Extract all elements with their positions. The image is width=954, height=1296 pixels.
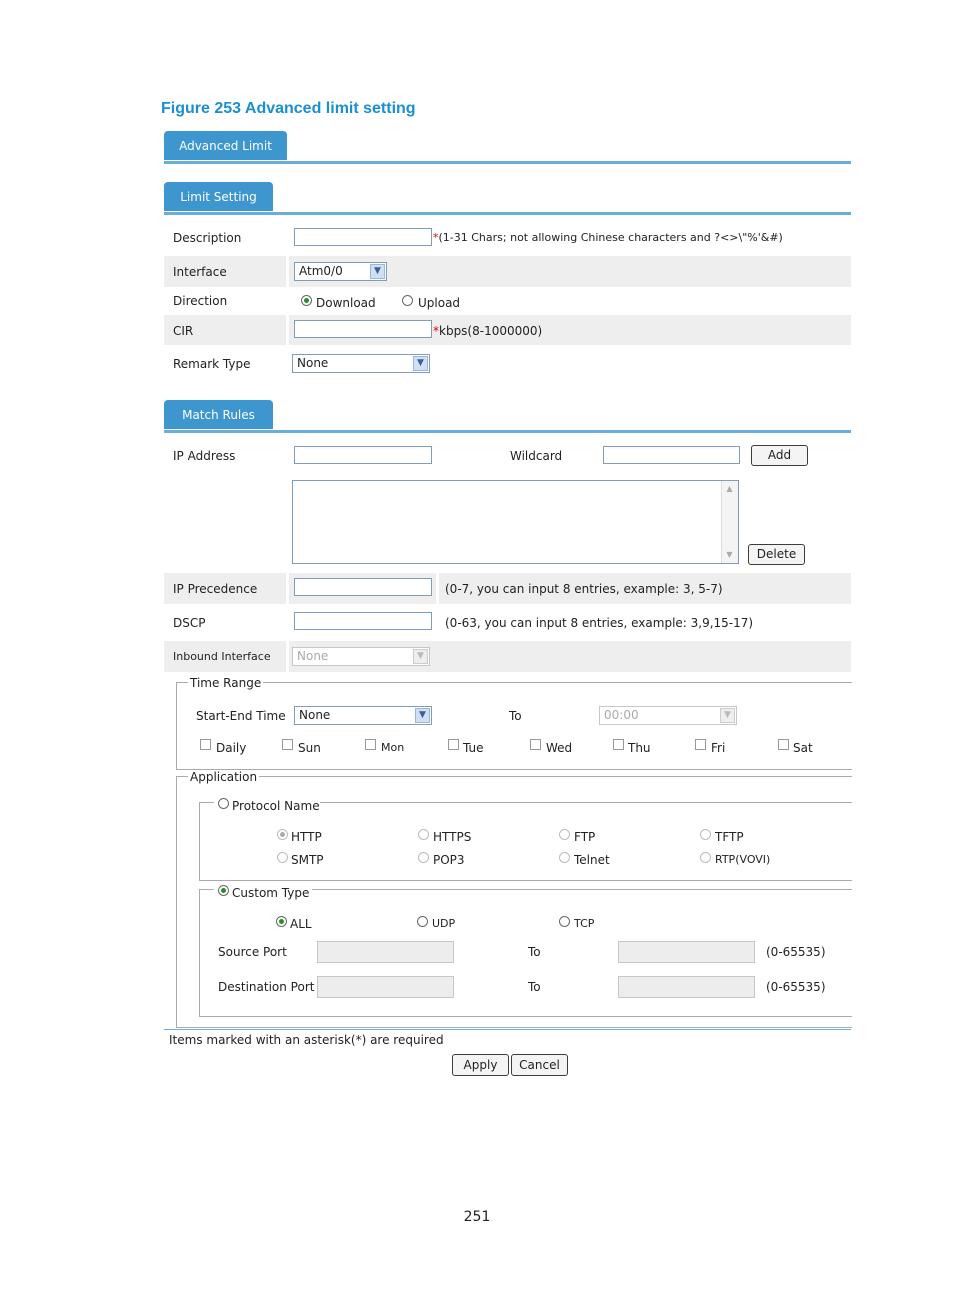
source-port-to-label: To <box>528 945 541 959</box>
match-rules-list[interactable] <box>292 480 739 564</box>
direction-download-label: Download <box>316 296 376 310</box>
telnet-radio[interactable] <box>559 852 570 863</box>
direction-download-radio[interactable] <box>301 295 312 306</box>
udp-label: UDP <box>432 917 456 930</box>
required-asterisk: * <box>433 231 439 244</box>
https-radio[interactable] <box>418 829 429 840</box>
wildcard-label: Wildcard <box>510 449 563 463</box>
advanced-limit-tabbar <box>164 131 851 164</box>
sat-checkbox[interactable] <box>778 739 789 750</box>
cir-input[interactable] <box>294 320 432 338</box>
cir-label: CIR <box>173 324 194 338</box>
start-time-select-value: None <box>299 708 331 722</box>
cell-separator <box>286 256 289 287</box>
list-scrollbar[interactable] <box>721 481 738 563</box>
interface-label: Interface <box>173 265 227 279</box>
inbound-interface-select[interactable] <box>292 647 430 666</box>
tab-limit-setting: Limit Setting <box>164 182 273 211</box>
thu-checkbox[interactable] <box>613 739 624 750</box>
ip-precedence-hint: (0-7, you can input 8 entries, example: 3, 5-7) <box>445 582 723 596</box>
protocol-name-legend <box>214 797 320 813</box>
cell-separator <box>286 641 289 672</box>
interface-select[interactable] <box>294 262 387 281</box>
scroll-down-icon[interactable]: ▼ <box>726 550 733 559</box>
tabbar-divider <box>164 212 851 215</box>
wildcard-input[interactable] <box>603 446 740 464</box>
destination-port-to-label: To <box>528 980 541 994</box>
start-time-select[interactable] <box>294 706 432 725</box>
pop3-radio[interactable] <box>418 852 429 863</box>
chevron-down-icon: ▼ <box>720 708 735 723</box>
time-range-fieldset <box>176 682 852 770</box>
interface-row <box>164 256 851 287</box>
destination-port-label: Destination Port <box>218 980 315 994</box>
end-time-to-label: To <box>509 709 522 723</box>
custom-type-radio[interactable] <box>218 885 229 896</box>
ip-address-input[interactable] <box>294 446 432 464</box>
end-time-select-value: 00:00 <box>604 708 639 722</box>
tftp-label: TFTP <box>715 830 744 844</box>
tcp-label: TCP <box>574 917 595 930</box>
ftp-radio[interactable] <box>559 829 570 840</box>
custom-type-legend <box>214 884 312 900</box>
rtp-vovi-radio[interactable] <box>700 852 711 863</box>
dscp-hint: (0-63, you can input 8 entries, example: 3,9,15-17) <box>445 616 754 630</box>
direction-label: Direction <box>173 294 228 308</box>
protocol-name-label: Protocol Name <box>232 799 320 813</box>
ftp-label: FTP <box>574 830 596 844</box>
add-button[interactable]: Add <box>751 445 808 466</box>
required-note: Items marked with an asterisk(*) are required <box>169 1033 444 1047</box>
cell-separator <box>286 573 289 604</box>
delete-button[interactable]: Delete <box>748 544 805 565</box>
daily-checkbox[interactable] <box>200 739 211 750</box>
remark-type-label: Remark Type <box>173 357 251 371</box>
dscp-label: DSCP <box>173 616 206 630</box>
page-number: 251 <box>463 1209 491 1225</box>
daily-label: Daily <box>216 741 247 755</box>
end-time-select[interactable] <box>599 706 737 725</box>
tue-checkbox[interactable] <box>448 739 459 750</box>
required-asterisk: * <box>433 324 439 338</box>
start-end-time-label: Start-End Time <box>196 709 286 723</box>
tftp-radio[interactable] <box>700 829 711 840</box>
cancel-button[interactable]: Cancel <box>511 1054 568 1076</box>
sat-label: Sat <box>793 741 813 755</box>
source-port-range-hint: (0-65535) <box>766 945 826 959</box>
https-label: HTTPS <box>433 830 472 844</box>
inbound-interface-label: Inbound Interface <box>173 650 271 663</box>
source-port-end-input[interactable] <box>618 941 755 963</box>
http-label: HTTP <box>291 830 322 844</box>
ip-precedence-input[interactable] <box>294 578 432 596</box>
all-radio[interactable] <box>276 916 287 927</box>
wed-checkbox[interactable] <box>530 739 541 750</box>
source-port-start-input[interactable] <box>317 941 454 963</box>
chevron-down-icon: ▼ <box>413 356 428 371</box>
sun-label: Sun <box>298 741 321 755</box>
scroll-up-icon[interactable]: ▲ <box>726 484 733 493</box>
mon-checkbox[interactable] <box>365 739 376 750</box>
ip-address-label: IP Address <box>173 449 236 463</box>
sun-checkbox[interactable] <box>282 739 293 750</box>
dscp-input[interactable] <box>294 612 432 630</box>
cir-hint-text: kbps(8-1000000) <box>439 324 543 338</box>
tabbar-divider <box>164 161 851 164</box>
ip-precedence-label: IP Precedence <box>173 582 258 596</box>
figure-title: Figure 253 Advanced limit setting <box>161 100 416 117</box>
tcp-radio[interactable] <box>559 916 570 927</box>
remark-type-select-value: None <box>297 356 329 370</box>
chevron-down-icon: ▼ <box>413 649 428 664</box>
direction-upload-label: Upload <box>418 296 461 310</box>
limit-setting-tabbar <box>164 182 851 215</box>
all-label: ALL <box>290 917 312 931</box>
thu-label: Thu <box>628 741 651 755</box>
time-range-legend: Time Range <box>190 676 262 690</box>
apply-button[interactable]: Apply <box>452 1054 509 1076</box>
cell-separator <box>286 315 289 345</box>
remark-type-select[interactable] <box>292 354 430 373</box>
protocol-name-radio[interactable] <box>218 798 229 809</box>
application-legend: Application <box>190 770 258 784</box>
telnet-label: Telnet <box>574 853 610 867</box>
tab-match-rules: Match Rules <box>164 400 273 429</box>
description-hint <box>433 231 783 244</box>
chevron-down-icon: ▼ <box>370 264 385 279</box>
fri-label: Fri <box>711 741 726 755</box>
source-port-label: Source Port <box>218 945 287 959</box>
footer-divider <box>164 1029 851 1030</box>
tue-label: Tue <box>463 741 484 755</box>
interface-select-value: Atm0/0 <box>299 264 343 278</box>
smtp-label: SMTP <box>291 853 324 867</box>
inbound-interface-select-value: None <box>297 649 329 663</box>
cell-separator <box>436 573 439 604</box>
udp-radio[interactable] <box>417 916 428 927</box>
match-rules-tabbar <box>164 400 851 433</box>
smtp-radio[interactable] <box>277 852 288 863</box>
description-label: Description <box>173 231 242 245</box>
destination-port-range-hint: (0-65535) <box>766 980 826 994</box>
http-radio[interactable] <box>277 829 288 840</box>
description-input[interactable] <box>294 228 432 246</box>
fri-checkbox[interactable] <box>695 739 706 750</box>
pop3-label: POP3 <box>433 853 465 867</box>
wed-label: Wed <box>546 741 573 755</box>
tab-advanced-limit[interactable]: Advanced Limit <box>164 131 287 160</box>
chevron-down-icon: ▼ <box>415 708 430 723</box>
custom-type-label: Custom Type <box>232 886 310 900</box>
mon-label: Mon <box>381 741 405 754</box>
description-hint-text: (1-31 Chars; not allowing Chinese characters and ?<>\"%'&#) <box>438 231 783 244</box>
direction-upload-radio[interactable] <box>402 295 413 306</box>
tabbar-divider <box>164 430 851 433</box>
cir-hint <box>433 324 542 338</box>
rtp-vovi-label: RTP(VOVI) <box>715 853 771 866</box>
destination-port-end-input[interactable] <box>618 976 755 998</box>
destination-port-start-input[interactable] <box>317 976 454 998</box>
